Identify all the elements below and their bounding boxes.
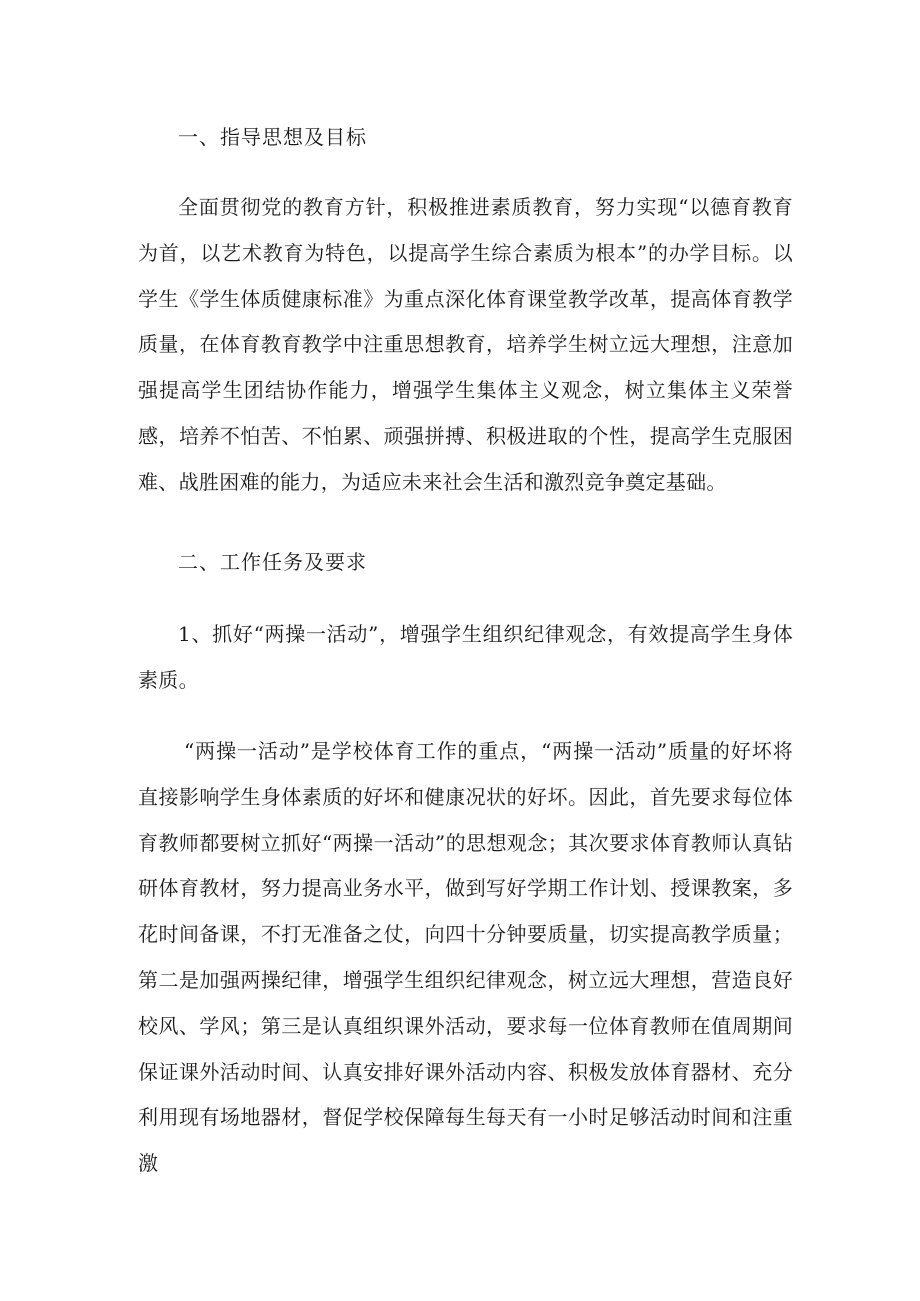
paragraph-task-one: 1、抓好“两操一活动”，增强学生组织纪律观念，有效提高学生身体素质。 [138, 622, 793, 692]
paragraph-guiding-thought: 全面贯彻党的教育方针，积极推进素质教育，努力实现“以德育教育为首，以艺术教育为特色，以提高学生综合素质为根本”的办学目标。以学生《学生体质健康标准》为重点深化体育课堂教学改革，提高体育教学质量，在体育教育教学中注重思想教育，培养学生树立远大理想，注意加强提高学生团结协作能力，增强学生集体主义观念，树立集体主义荣誉感，培养不怕苦、不怕累、顽强拼搏、积极进取的个性，提高学生克服困难、战胜困难的能力，为适应未来社会生活和激烈竞争奠定基础。 [138, 195, 793, 494]
section-heading-tasks: 二、工作任务及要求 [178, 550, 367, 574]
section-heading-guiding-thought: 一、指导思想及目标 [178, 125, 367, 149]
paragraph-task-one-detail: “两操一活动”是学校体育工作的重点，“两操一活动”质量的好坏将直接影响学生身体素质的好坏和健康况状的好坏。因此，首先要求每位体育教师都要树立抓好“两操一活动”的思想观念；其次要求体育教师认真钻研体育教材，努力提高业务水平，做到写好学期工作计划、授课教案，多花时间备课，不打无准备之仗，向四十分钟要质量，切实提高教学质量；第二是加强两操纪律，增强学生组织纪律观念，树立远大理想，营造良好校风、学风；第三是认真组织课外活动，要求每一位体育教师在值周期间保证课外活动时间、认真安排好课外活动内容、积极发放体育器材、充分利用现有场地器材，督促学校保障每生每天有一小时足够活动时间和注重激 [138, 739, 793, 1176]
